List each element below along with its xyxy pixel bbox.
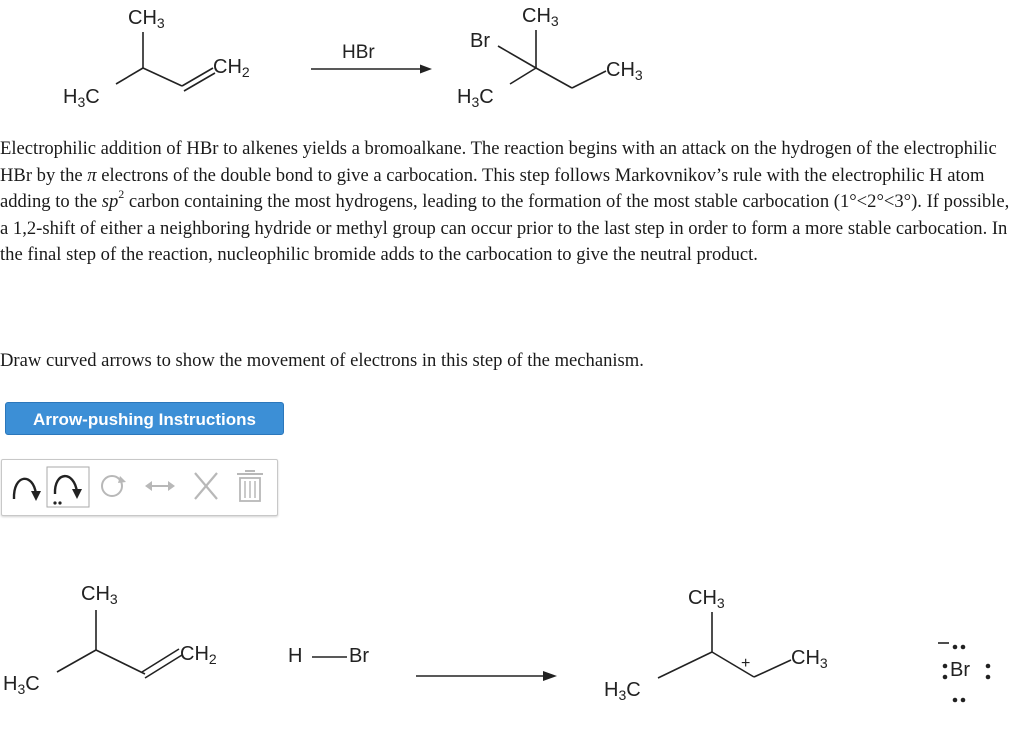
methylene-label: $CH_2$: [180, 643, 217, 667]
pi-symbol: π: [87, 164, 97, 186]
bromide-ion[interactable]: Br: [950, 659, 970, 681]
methyl-label: $CH_3$: [606, 59, 643, 83]
delete-x-icon[interactable]: [186, 466, 226, 506]
trash-icon[interactable]: [230, 466, 270, 506]
sp-text: sp: [101, 191, 119, 213]
double-headed-arrow-icon[interactable]: [138, 466, 182, 506]
single-curved-arrow-icon[interactable]: [7, 466, 45, 506]
methyl-label: $CH_3$: [522, 5, 559, 29]
arrow-pushing-instructions-button[interactable]: Arrow-pushing Instructions: [5, 402, 284, 435]
methyl-label: $H_3C$: [604, 679, 641, 703]
bromine-atom[interactable]: Br: [349, 645, 369, 667]
methyl-label: $H_3C$: [63, 86, 100, 110]
loop-arrow-icon[interactable]: [94, 466, 134, 506]
methyl-label: $CH_3$: [128, 7, 165, 31]
lone-pair-curved-arrow-icon[interactable]: [46, 466, 90, 506]
reagent-label: HBr: [342, 42, 375, 63]
arrow-toolbar: [1, 459, 278, 516]
sp-superscript: 2: [118, 187, 125, 202]
description-paragraph: Electrophilic addition of HBr to alkenes yields a bromoalkane. The reaction begins with an attack on the hydrogen of the electrophilic HBr by the π electrons of the double bond to give a carbocation. This step follows Markovnikov’s rule with the electrophilic H atom adding to the $sp^2$ carbon containing the most hydrogens, leading to the formation of the most stable carbocation (1°<2°<3°). If possible, a 1,2-shift of either a neighboring hydride or methyl group can occur prior to the last step in order to form a more stable carbocation. In the final step of the reaction, nucleophilic bromide adds to the carbocation to give the neutral product.: [0, 138, 1010, 266]
methyl-label: $CH_3$: [688, 587, 725, 611]
methyl-label: $H_3C$: [457, 86, 494, 110]
methyl-label: $H_3C$: [3, 673, 40, 697]
hydrogen-atom[interactable]: H: [288, 645, 303, 667]
methyl-label: $CH_3$: [81, 583, 118, 607]
carbocation-charge: +: [741, 655, 751, 672]
methyl-label: $CH_3$: [791, 647, 828, 671]
bromine-label: Br: [470, 30, 490, 52]
methylene-label: $CH_2$: [213, 56, 250, 80]
question-prompt: Draw curved arrows to show the movement of electrons in this step of the mechanism.: [0, 350, 644, 371]
